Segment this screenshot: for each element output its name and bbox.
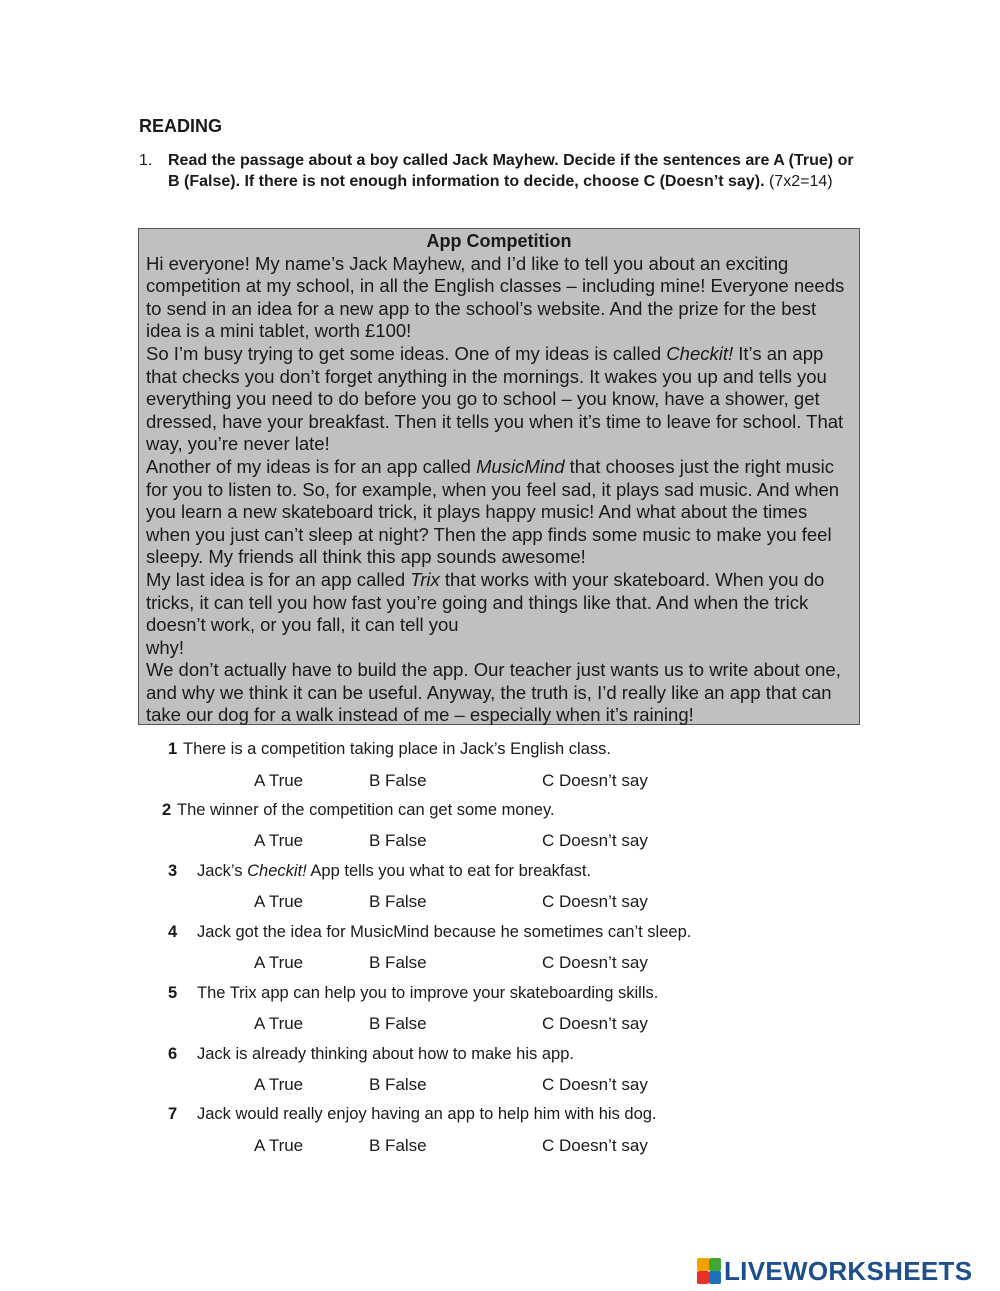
question-text: Jack would really enjoy having an app to help him with his dog. (197, 1105, 657, 1123)
liveworksheets-logo[interactable] (697, 1255, 972, 1287)
passage-paragraph-3: Another of my ideas is for an app called MusicMind that chooses just the right music for you to listen to. So, for example, when you feel sad, it plays sad music. And when you learn a new skateboard trick, it plays happy music! And what about the times when you just can’t sleep at night? Then the app finds some music to make you feel sleepy. My friends all think this app sounds awesome! (146, 455, 840, 568)
question-number: 5 (168, 984, 178, 1002)
option-a-true[interactable]: A True (254, 771, 304, 790)
passage-paragraph-1: Hi everyone! My name’s Jack Mayhew, and I’d like to tell you about an exciting competition at my school, in all the English classes – including mine! Everyone needs to send in an idea for a new app to the school’s website. And the prize for the best idea is a mini tablet, worth £100! (146, 252, 845, 342)
liveworksheets-logo-icon (697, 1258, 721, 1284)
question-number: 3 (168, 862, 178, 880)
option-b-false[interactable]: B False (369, 1014, 427, 1033)
option-b-false[interactable]: B False (369, 771, 427, 790)
question-text: Jack is already thinking about how to make his app. (197, 1045, 574, 1063)
passage-title: App Competition (426, 231, 572, 251)
instruction-text: Read the passage about a boy called Jack Mayhew. Decide if the sentences are A (True) or B (False). If there is not enough information to decide, choose C (Doesn’t say). (168, 152, 854, 190)
instruction (139, 150, 859, 192)
question-text: The winner of the competition can get some money. (177, 801, 555, 819)
question-number: 1 (168, 740, 178, 758)
question-text: The Trix app can help you to improve your skateboarding skills. (197, 984, 659, 1002)
question-text: There is a competition taking place in Jack’s English class. (183, 740, 611, 758)
question-number: 2 (162, 801, 172, 819)
option-a-true[interactable]: A True (254, 831, 304, 850)
option-c-doesnt-say[interactable]: C Doesn’t say (542, 1014, 648, 1033)
section-heading: READING (139, 116, 223, 136)
question-text: Jack’s Checkit! App tells you what to eat for breakfast. (197, 862, 592, 880)
question-number: 7 (168, 1105, 178, 1123)
question-number: 6 (168, 1045, 178, 1063)
option-b-false[interactable]: B False (369, 892, 427, 911)
instruction-number: 1. (139, 152, 153, 169)
option-c-doesnt-say[interactable]: C Doesn’t say (542, 953, 648, 972)
passage-paragraph-4: My last idea is for an app called Trix that works with your skateboard. When you do tricks, it can tell you how fast you’re going and things like that. And when the trick doesn’t work, or you fall, it can tell you why! (146, 568, 825, 658)
option-b-false[interactable]: B False (369, 953, 427, 972)
option-b-false[interactable]: B False (369, 831, 427, 850)
option-c-doesnt-say[interactable]: C Doesn’t say (542, 1136, 648, 1155)
option-a-true[interactable]: A True (254, 953, 304, 972)
question-text: Jack got the idea for MusicMind because he sometimes can’t sleep. (197, 923, 692, 941)
option-a-true[interactable]: A True (254, 892, 304, 911)
option-a-true[interactable]: A True (254, 1014, 304, 1033)
option-b-false[interactable]: B False (369, 1075, 427, 1094)
option-a-true[interactable]: A True (254, 1136, 304, 1155)
instruction-marks: (7x2=14) (768, 173, 833, 190)
option-c-doesnt-say[interactable]: C Doesn’t say (542, 892, 648, 911)
question-number: 4 (168, 923, 178, 941)
option-a-true[interactable]: A True (254, 1075, 304, 1094)
passage-paragraph-5: We don’t actually have to build the app. Our teacher just wants us to write about one, and why we think it can be useful. Anyway, the truth is, I’d really like an app that can take our dog for a walk instead of me – especially when it’s raining! (146, 659, 841, 726)
option-c-doesnt-say[interactable]: C Doesn’t say (542, 831, 648, 850)
passage-paragraph-2: So I’m busy trying to get some ideas. One of my ideas is called Checkit! It’s an app that checks you don’t forget anything in the mornings. It wakes you up and tells you everything you need to do before you go to school – you know, have a shower, get dressed, have your breakfast. Then it tells you when it’s time to leave for school. That way, you’re never late! (146, 342, 844, 455)
reading-passage (138, 228, 860, 725)
option-c-doesnt-say[interactable]: C Doesn’t say (542, 771, 648, 790)
logo-text: LIVEWORKSHEETS (724, 1255, 973, 1286)
option-c-doesnt-say[interactable]: C Doesn’t say (542, 1075, 648, 1094)
option-b-false[interactable]: B False (369, 1136, 427, 1155)
